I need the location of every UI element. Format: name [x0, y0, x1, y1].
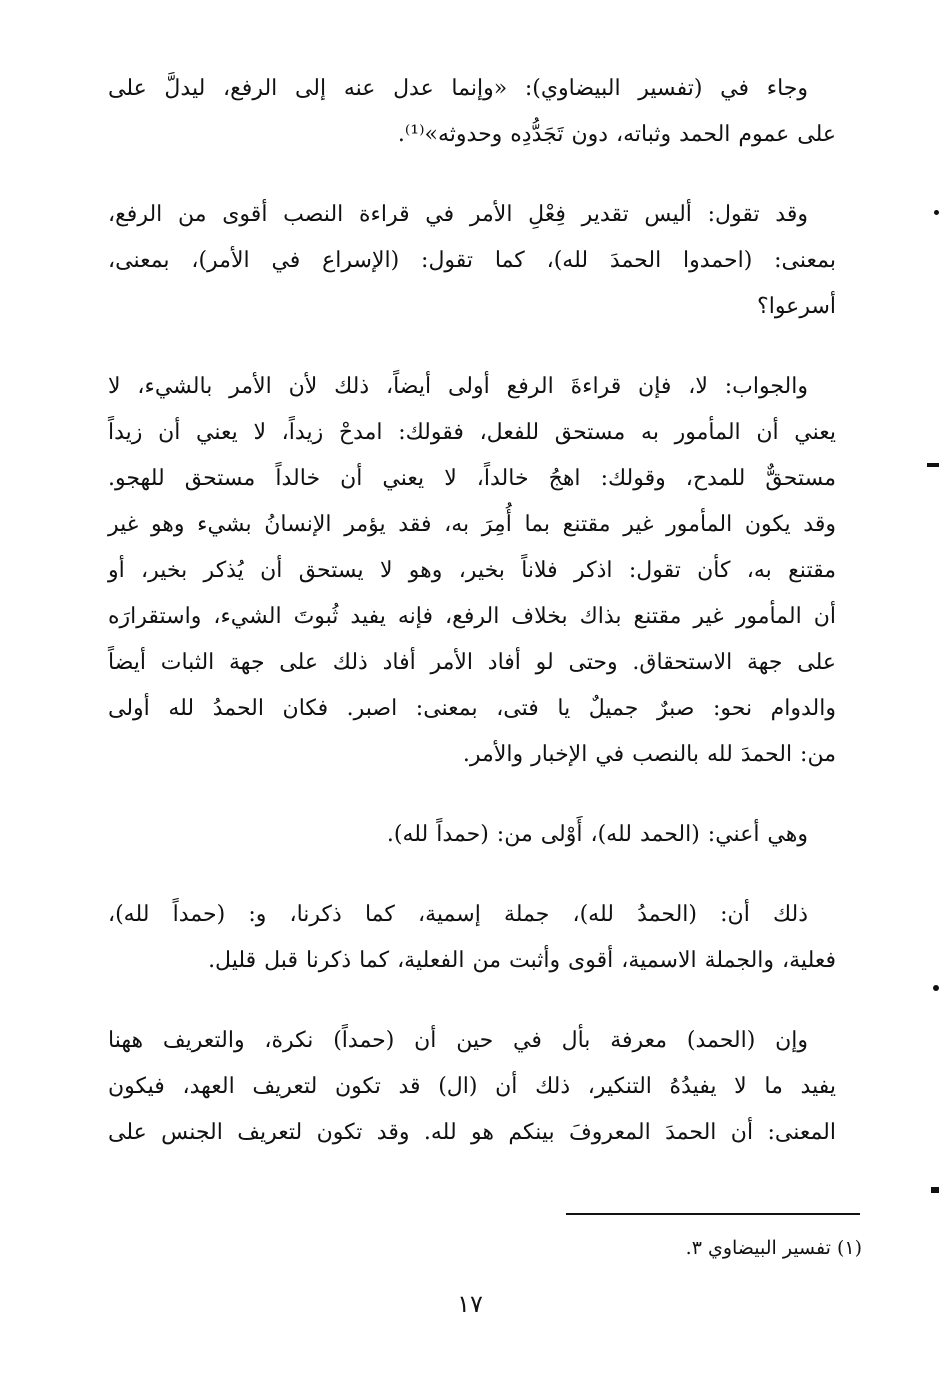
text-line: مقتنع به، كأن تقول: اذكر فلاناً بخير، وهو لا يستحق أن يُذكر بخير، أو — [108, 558, 836, 583]
text-line: وقد يكون المأمور غير مقتنع بما أُمِرَ به، فقد يؤمر الإنسانُ بشيء وهو غير — [108, 512, 836, 537]
text-line: من: الحمدَ لله بالنصب في الإخبار والأمر. — [462, 742, 836, 767]
paragraph-1 — [108, 66, 848, 158]
text-line: يعني أن المأمور به مستحق للفعل، فقولك: امدحْ زيداً، لا يعني أن زيداً — [108, 420, 836, 445]
text-line: أسرعوا؟ — [757, 294, 836, 319]
paragraph-3 — [108, 364, 848, 778]
text-line: المعنى: أن الحمدَ المعروفَ بينكم هو لله. وقد تكون لتعريف الجنس على — [108, 1120, 836, 1145]
footnote-divider — [566, 1213, 860, 1215]
text-line: أن المأمور غير مقتنع بذاك بخلاف الرفع، فإنه يفيد ثُبوتَ الشيء، واستقرارَه — [108, 604, 836, 629]
text-line: والجواب: لا، فإن قراءةَ الرفع أولى أيضاً، ذلك لأن الأمر بالشيء، لا — [108, 374, 808, 399]
text-line: وهي أعني: (الحمد لله)، أَوْلى من: (حمداً لله). — [386, 822, 808, 847]
footnote: (١) تفسير البيضاوي ٣. — [685, 1237, 862, 1259]
text-line: مستحقٌّ للمدح، وقولك: اهجُ خالداً، لا يعني أن خالداً مستحق للهجو. — [108, 466, 836, 491]
margin-mark — [931, 1187, 939, 1193]
text-line: يفيد ما لا يفيدُهُ التنكير، ذلك أن (ال) قد تكون لتعريف العهد، فيكون — [108, 1074, 836, 1099]
text-line: وإن (الحمد) معرفة بأل في حين أن (حمداً) نكرة، والتعريف ههنا — [108, 1028, 808, 1053]
text-line: بمعنى: (احمدوا الحمدَ لله)، كما تقول: (الإسراع في الأمر)، بمعنى، — [108, 248, 836, 273]
margin-mark — [933, 985, 939, 991]
text-line: فعلية، والجملة الاسمية، أقوى وأثبت من الفعلية، كما ذكرنا قبل قليل. — [208, 948, 836, 973]
text-line: ذلك أن: (الحمدُ لله)، جملة إسمية، كما ذكرنا، و: (حمداً لله)، — [108, 902, 808, 927]
paragraph-2 — [108, 192, 848, 330]
text-line: وجاء في (تفسير البيضاوي): «وإنما عدل عنه إلى الرفع، ليدلَّ على — [108, 76, 808, 101]
text-line: وقد تقول: أليس تقدير فِعْلِ الأمر في قراءة النصب أقوى من الرفع، — [108, 202, 808, 227]
page-number: ١٧ — [457, 1290, 483, 1318]
text-line: على عموم الحمد وثباته، دون تَجَدُّدِه وحدوثه»⁽¹⁾. — [397, 122, 836, 147]
text-line: على جهة الاستحقاق. وحتى لو أفاد الأمر أفاد ذلك على جهة الثبات أيضاً — [108, 650, 836, 675]
margin-mark — [934, 210, 939, 215]
main-text — [108, 66, 848, 1190]
text-line: والدوام نحو: صبرٌ جميلٌ يا فتى، بمعنى: اصبر. فكان الحمدُ لله أولى — [108, 696, 836, 721]
paragraph-6 — [108, 1018, 848, 1156]
paragraph-4 — [108, 812, 848, 858]
paragraph-5 — [108, 892, 848, 984]
margin-mark — [927, 463, 939, 467]
